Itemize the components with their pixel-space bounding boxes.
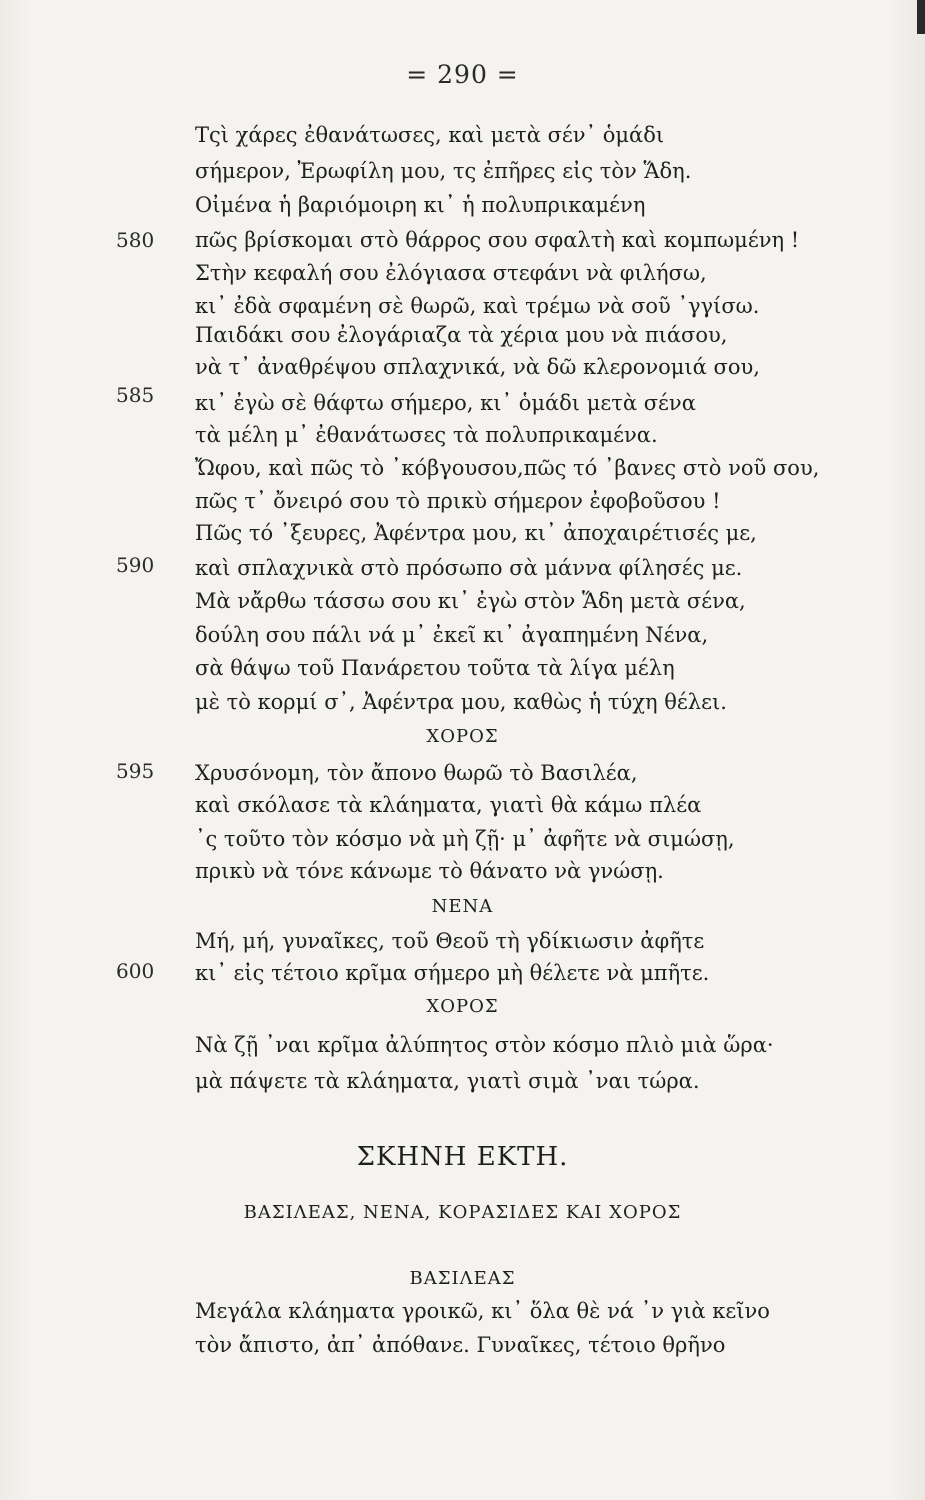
verse-line: κι᾽ εἰς τέτοιο κρῖμα σήμερο μὴ θέλετε νὰ μπῆτε. xyxy=(195,961,710,985)
speaker-label: ΝΕΝΑ xyxy=(431,896,494,917)
verse-line: τὸν ἄπιστο, ἀπ᾽ ἀπόθανε. Γυναῖκες, τέτοιο θρῆνο xyxy=(195,1333,726,1357)
verse-line: Μεγάλα κλάηματα γροικῶ, κι᾽ ὅλα θὲ νά ᾽ν γιὰ κεῖνο xyxy=(195,1299,770,1323)
verse-line: πρικὺ νὰ τόνε κάνωμε τὸ θάνατο νὰ γνώσῃ. xyxy=(195,859,664,883)
verse-line: δούλη σου πάλι νά μ᾽ ἐκεῖ κι᾽ ἀγαπημένη Νένα, xyxy=(195,623,709,647)
line-number: 600 xyxy=(116,959,155,983)
line-number: 590 xyxy=(116,553,155,577)
verse-line: πῶς βρίσκομαι στὸ θάρρος σου σφαλτὴ καὶ κομπωμένη ! xyxy=(195,228,800,252)
verse-line: Μὰ νἄρθω τάσσω σου κι᾽ ἐγὼ στὸν Ἅδη μετὰ σένα, xyxy=(195,589,746,613)
verse-line: Μή, μή, γυναῖκες, τοῦ Θεοῦ τὴ γδίκιωσιν ἀφῆτε xyxy=(195,929,705,953)
verse-line: Νὰ ζῇ ᾽ναι κρῖμα ἀλύπητος στὸν κόσμο πλιὸ μιὰ ὥρα· xyxy=(195,1033,774,1057)
page-number: = 290 = xyxy=(406,60,519,89)
line-number: 595 xyxy=(116,759,155,783)
speaker-label: ΧΟΡΟΣ xyxy=(426,996,499,1017)
verse-line: πῶς τ᾽ ὄνειρό σου τὸ πρικὺ σήμερον ἐφοβοῦσου ! xyxy=(195,489,721,513)
verse-line: καὶ σπλαχνικὰ στὸ πρόσωπο σὰ μάννα φίλησές με. xyxy=(195,556,743,580)
verse-line: νὰ τ᾽ ἀναθρέψου σπλαχνικά, νὰ δῶ κλερονομιά σου, xyxy=(195,355,760,379)
verse-line: τὰ μέλη μ᾽ ἐθανάτωσες τὰ πολυπρικαμένα. xyxy=(195,423,658,447)
verse-line: μὲ τὸ κορμί σ᾽, Ἀφέντρα μου, καθὼς ἡ τύχη θέλει. xyxy=(195,690,727,714)
scene-cast: ΒΑΣΙΛΕΑΣ, ΝΕΝΑ, ΚΟΡΑΣΙΔΕΣ ΚΑΙ ΧΟΡΟΣ xyxy=(243,1202,682,1223)
verse-line: Ὤφου, καὶ πῶς τὸ ᾽κόβγουσου,πῶς τό ᾽βανες στὸ νοῦ σου, xyxy=(195,456,820,480)
line-number: 580 xyxy=(116,228,155,252)
verse-line: σὰ θάψω τοῦ Πανάρετου τοῦτα τὰ λίγα μέλη xyxy=(195,656,675,680)
verse-line: Στὴν κεφαλή σου ἐλόγιασα στεφάνι νὰ φιλήσω, xyxy=(195,261,707,285)
scene-title: ΣΚΗΝΗ ΕΚΤΗ. xyxy=(356,1142,569,1172)
speaker-label: ΒΑΣΙΛΕΑΣ xyxy=(409,1268,516,1289)
scan-edge-mark xyxy=(917,0,925,34)
verse-line: Οἰμένα ἡ βαριόμοιρη κι᾽ ἡ πολυπρικαμένη xyxy=(195,193,646,217)
verse-line: καὶ σκόλασε τὰ κλάηματα, γιατὶ θὰ κάμω πλέα xyxy=(195,793,702,817)
verse-line: κι᾽ ἐγὼ σὲ θάφτω σήμερο, κι᾽ ὁμάδι μετὰ σένα xyxy=(195,391,696,415)
verse-line: μὰ πάψετε τὰ κλάηματα, γιατὶ σιμὰ ᾽ναι τώρα. xyxy=(195,1069,700,1093)
verse-line: σήμερον, Ἐρωφίλη μου, τς ἐπῆρες εἰς τὸν Ἅδη. xyxy=(195,159,692,183)
verse-line: Χρυσόνομη, τὸν ἄπονο θωρῶ τὸ Βασιλέα, xyxy=(195,761,638,785)
verse-line: κι᾽ ἐδὰ σφαμένη σὲ θωρῶ, καὶ τρέμω νὰ σοῦ ᾽γγίσω. xyxy=(195,294,760,318)
verse-line: ᾽ς τοῦτο τὸν κόσμο νὰ μὴ ζῇ· μ᾽ ἀφῆτε νὰ σιμώσῃ, xyxy=(195,827,735,851)
verse-line: Τςὶ χάρες ἐθανάτωσες, καὶ μετὰ σέν᾽ ὁμάδι xyxy=(195,123,665,147)
verse-line: Πῶς τό ᾽ξευρες, Ἀφέντρα μου, κι᾽ ἀποχαιρέτισές με, xyxy=(195,521,757,545)
speaker-label: ΧΟΡΟΣ xyxy=(426,726,499,747)
verse-line: Παιδάκι σου ἐλογάριαζα τὰ χέρια μου νὰ πιάσου, xyxy=(195,323,728,347)
line-number: 585 xyxy=(116,383,155,407)
